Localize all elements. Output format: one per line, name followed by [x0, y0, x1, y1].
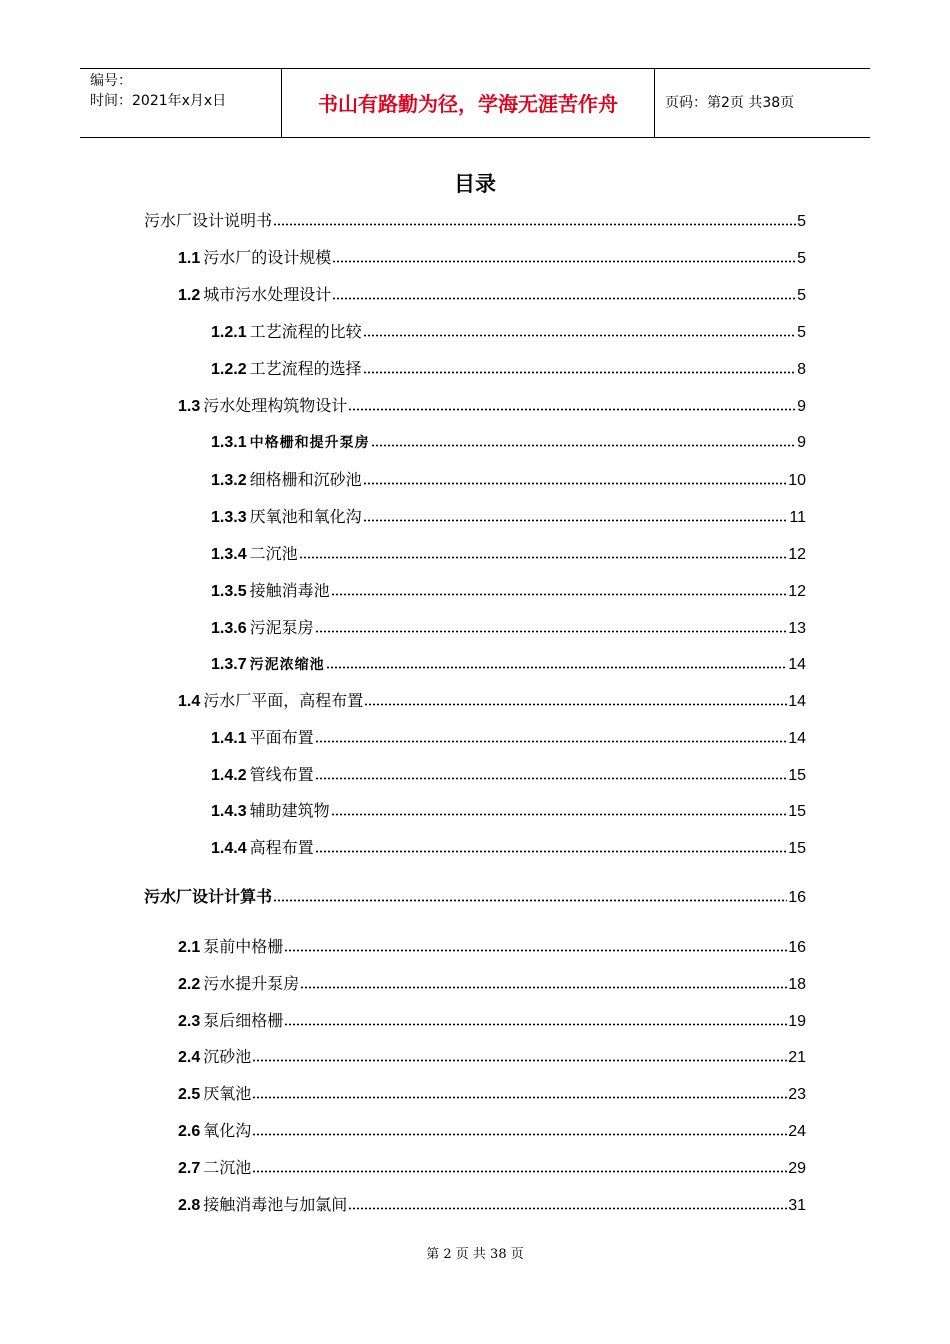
toc-entry[interactable] [211, 469, 806, 492]
page-header [80, 68, 870, 138]
toc-entry-number: 2.4 [178, 1049, 201, 1066]
toc-entry[interactable] [178, 1083, 806, 1106]
toc-entry-label: 中格栅和提升泵房 [249, 435, 370, 451]
toc-entry-page: 15 [788, 840, 806, 857]
toc-entry[interactable] [178, 284, 806, 307]
toc-entry-number: 1.3.7 [211, 656, 247, 673]
toc-entry[interactable] [211, 800, 806, 823]
toc-entry[interactable] [178, 1157, 806, 1180]
toc-entry[interactable] [178, 936, 806, 959]
toc-dot-leader [364, 691, 787, 706]
toc-dot-leader [315, 838, 788, 853]
toc-entry-page: 14 [788, 656, 806, 673]
toc-entry-number: 2.5 [178, 1086, 201, 1103]
toc-dot-leader [331, 581, 788, 596]
toc-entry[interactable] [211, 358, 806, 381]
toc-entry-number: 1.3.6 [211, 620, 247, 637]
toc-entry-number: 1.4 [178, 693, 201, 710]
toc-entry-page: 9 [797, 434, 806, 451]
toc-entry-number: 1.2.1 [211, 324, 247, 341]
toc-entry-page: 29 [788, 1160, 806, 1177]
toc-entry-number: 1.3.1 [211, 434, 247, 451]
toc-dot-leader [252, 1047, 787, 1062]
toc-entry-label: 泵前中格栅 [203, 937, 284, 956]
toc-entry[interactable] [211, 506, 806, 529]
toc-entry-page: 16 [788, 939, 806, 956]
toc-dot-leader [300, 974, 787, 989]
toc-entry-label: 城市污水处理设计 [203, 285, 332, 304]
toc-entry-number: 1.3.4 [211, 546, 247, 563]
header-motto-cell [282, 69, 655, 137]
toc-entry[interactable] [178, 395, 806, 418]
toc-entry-page: 8 [797, 361, 806, 378]
toc-entry-label: 氧化沟 [203, 1121, 252, 1140]
toc-dot-leader [348, 1195, 787, 1210]
toc-dot-leader [332, 248, 796, 263]
toc-entry-label: 污泥浓缩池 [249, 657, 325, 673]
toc-entry-label: 污水厂设计计算书 [144, 887, 273, 906]
toc-entry[interactable] [144, 886, 806, 909]
toc-entry-page: 15 [788, 803, 806, 820]
toc-dot-leader [363, 359, 796, 374]
toc-dot-leader [273, 887, 787, 902]
motto-text: 书山有路勤为径，学海无涯苦作舟 [318, 92, 618, 116]
toc-entry-number: 1.4.1 [211, 730, 247, 747]
number-label: 编号： [90, 73, 132, 89]
toc-entry-page: 5 [797, 287, 806, 304]
toc-dot-leader [331, 801, 788, 816]
toc-dot-leader [315, 618, 788, 633]
toc-entry-page: 9 [797, 398, 806, 415]
toc-entry-label: 污水厂平面，高程布置 [203, 691, 364, 710]
toc-dot-leader [348, 396, 796, 411]
toc-entry[interactable] [178, 973, 806, 996]
toc-entry-page: 23 [788, 1086, 806, 1103]
toc-entry-label: 泵后细格栅 [203, 1011, 284, 1030]
toc-entry-label: 细格栅和沉砂池 [249, 470, 362, 489]
toc-title: 目录 [454, 172, 496, 196]
toc-entry-number: 1.2 [178, 287, 201, 304]
toc-entry-page: 12 [788, 583, 806, 600]
toc-dot-leader [332, 285, 796, 300]
toc-entry-number: 1.2.2 [211, 361, 247, 378]
toc-entry-page: 5 [797, 213, 806, 230]
toc-entry[interactable] [211, 432, 806, 454]
toc-entry-label: 污水提升泵房 [203, 974, 300, 993]
toc-entry-label: 接触消毒池 [249, 581, 330, 600]
toc-entry-number: 2.2 [178, 976, 201, 993]
toc-entry[interactable] [178, 247, 806, 270]
toc-dot-leader [252, 1084, 787, 1099]
toc-entry[interactable] [211, 654, 806, 676]
toc-entry[interactable] [178, 1046, 806, 1069]
toc-entry-page: 11 [789, 509, 806, 526]
toc-entry-label: 辅助建筑物 [249, 801, 330, 820]
toc-entry-label: 厌氧池和氧化沟 [249, 507, 362, 526]
toc-entry[interactable] [211, 580, 806, 603]
toc-entry[interactable] [178, 1120, 806, 1143]
toc-entry-label: 沉砂池 [203, 1047, 252, 1066]
toc-entry-label: 污泥泵房 [249, 618, 314, 637]
toc-entry-label: 管线布置 [249, 765, 314, 784]
toc-entry-page: 19 [788, 1013, 806, 1030]
toc-entry-page: 12 [788, 546, 806, 563]
toc-entry-number: 2.3 [178, 1013, 201, 1030]
toc-dot-leader [315, 765, 788, 780]
toc-entry-label: 平面布置 [249, 728, 314, 747]
toc-dot-leader [363, 470, 788, 485]
toc-entry-label: 二沉池 [203, 1158, 252, 1177]
header-page-cell [655, 69, 870, 137]
toc-dot-leader [273, 211, 796, 226]
toc-entry-label: 污水处理构筑物设计 [203, 396, 348, 415]
toc-entry[interactable] [211, 837, 806, 860]
toc-entry-page: 15 [788, 767, 806, 784]
toc-dot-leader [252, 1121, 787, 1136]
toc-entry-page: 16 [788, 889, 806, 906]
page-footer: 第 2 页 共 38 页 [426, 1247, 524, 1262]
toc-dot-leader [284, 937, 787, 952]
toc-entry-number: 2.7 [178, 1160, 201, 1177]
toc-entry-label: 工艺流程的选择 [249, 359, 362, 378]
toc-entry-label: 厌氧池 [203, 1084, 252, 1103]
toc-entry[interactable] [178, 1194, 806, 1217]
toc-entry-page: 24 [788, 1123, 806, 1140]
toc-entry[interactable] [211, 617, 806, 640]
toc-entry-number: 1.3 [178, 398, 201, 415]
toc-entry-number: 1.3.2 [211, 472, 247, 489]
toc-entry-label: 接触消毒池与加氯间 [203, 1195, 348, 1214]
toc-entry-number: 1.4.2 [211, 767, 247, 784]
toc-entry-number: 1.1 [178, 250, 201, 267]
toc-entry-label: 污水厂设计说明书 [144, 211, 273, 230]
toc-entry-page: 5 [797, 250, 806, 267]
toc-entry-label: 二沉池 [249, 544, 298, 563]
page-info: 页码：第2页 共38页 [665, 95, 795, 111]
toc-entry[interactable] [144, 210, 806, 233]
toc-entry-page: 18 [788, 976, 806, 993]
toc-dot-leader [284, 1011, 787, 1026]
toc-entry-page: 5 [797, 324, 806, 341]
toc-entry-label: 高程布置 [249, 838, 314, 857]
toc-dot-leader [299, 544, 788, 559]
toc-entry-page: 14 [788, 730, 806, 747]
header-meta-cell [80, 69, 282, 137]
toc-entry-number: 2.8 [178, 1197, 201, 1214]
toc-entry-page: 13 [788, 620, 806, 637]
toc-entry[interactable] [211, 543, 806, 566]
toc-entry-label: 污水厂的设计规模 [203, 248, 332, 267]
toc-entry[interactable] [211, 764, 806, 787]
toc-entry[interactable] [211, 321, 806, 344]
toc-entry-number: 2.1 [178, 939, 201, 956]
toc-entry-number: 1.3.3 [211, 509, 247, 526]
toc-entry-page: 14 [788, 693, 806, 710]
toc-dot-leader [371, 432, 797, 447]
toc-entry-number: 1.4.3 [211, 803, 247, 820]
toc-dot-leader [252, 1158, 787, 1173]
date-label: 时间：2021年x月x日 [90, 93, 227, 109]
toc-dot-leader [315, 728, 788, 743]
toc-entry-number: 1.4.4 [211, 840, 247, 857]
toc-entry[interactable] [178, 690, 806, 713]
toc-entry-page: 21 [788, 1049, 806, 1066]
toc-entry-page: 31 [788, 1197, 806, 1214]
toc-entry-page: 10 [788, 472, 806, 489]
toc-entry-label: 工艺流程的比较 [249, 322, 362, 341]
toc-dot-leader [326, 654, 788, 669]
toc-dot-leader [363, 507, 789, 522]
toc-entry-number: 1.3.5 [211, 583, 247, 600]
toc-dot-leader [363, 322, 796, 337]
toc-entry[interactable] [178, 1010, 806, 1033]
toc-entry-number: 2.6 [178, 1123, 201, 1140]
toc-entry[interactable] [211, 727, 806, 750]
